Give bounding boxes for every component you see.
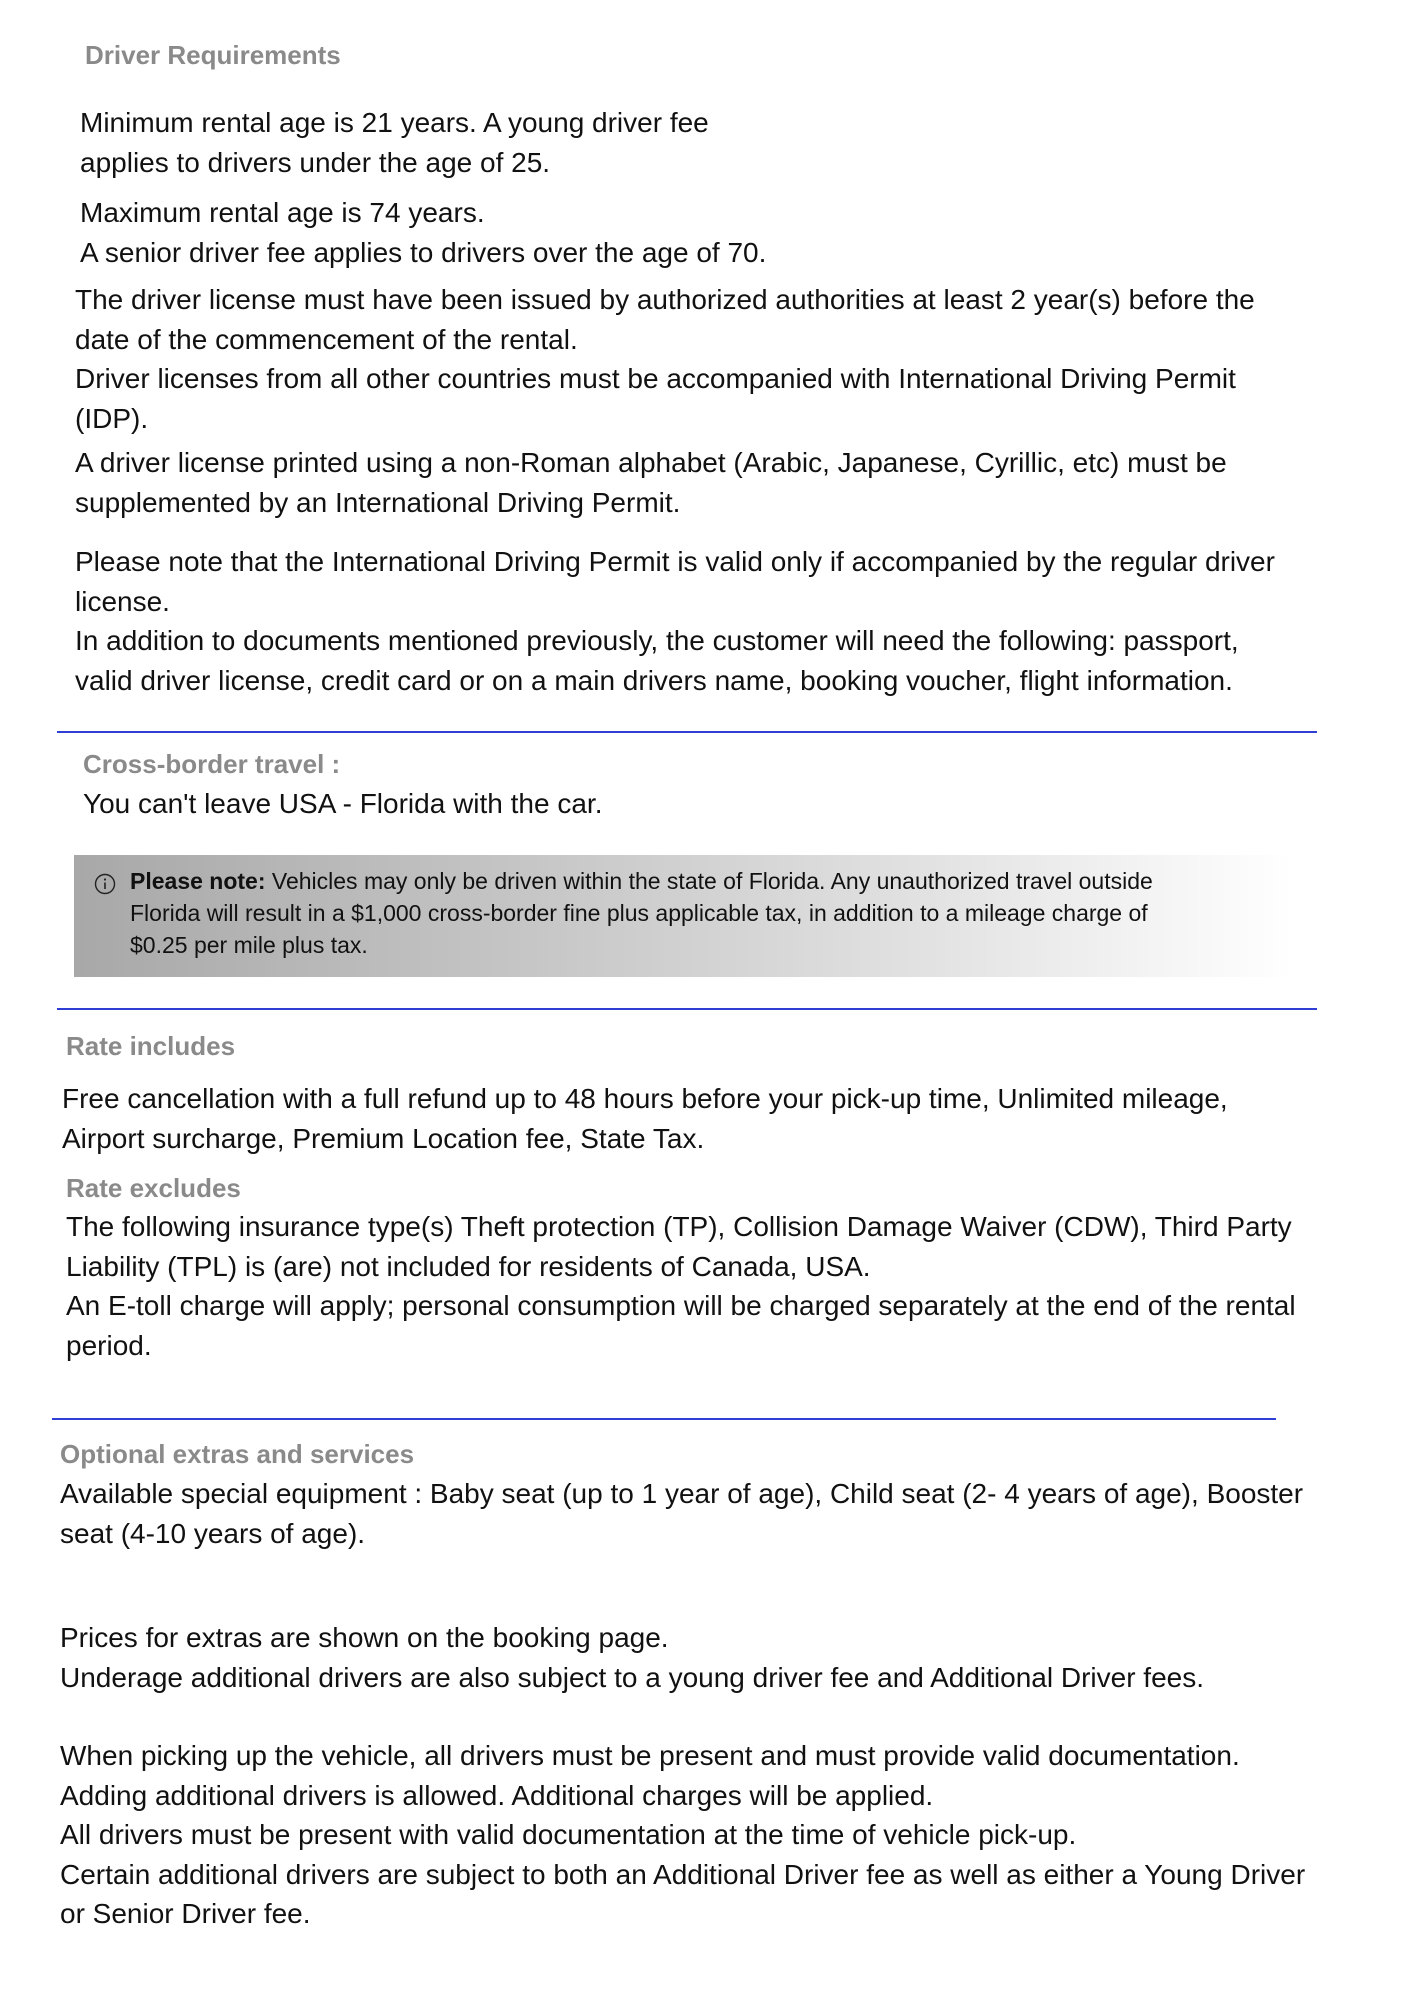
please-note-line-1 [130, 865, 1153, 897]
min-age-line-1: Minimum rental age is 21 years. A young driver fee [80, 107, 709, 138]
idp-valid-line-1: Please note that the International Driving Permit is valid only if accompanied by the regular driver [75, 546, 1275, 577]
license-issued-text [75, 280, 1255, 359]
rate-includes-line-1: Free cancellation with a full refund up to 48 hours before your pick-up time, Unlimited mileage, [62, 1083, 1228, 1114]
optional-extras-heading: Optional extras and services [60, 1439, 415, 1469]
rate-excludes-insurance-text [66, 1207, 1292, 1286]
documents-line-1: In addition to documents mentioned previously, the customer will need the following: passport, [75, 625, 1239, 656]
please-note-line-3: $0.25 per mile plus tax. [130, 932, 368, 958]
license-issued-line-1: The driver license must have been issued by authorized authorities at least 2 year(s) before the [75, 284, 1255, 315]
please-note-box [74, 855, 1294, 977]
non-roman-line-1: A driver license printed using a non-Roman alphabet (Arabic, Japanese, Cyrillic, etc) must be [75, 447, 1227, 478]
rate-includes-heading: Rate includes [66, 1031, 236, 1061]
max-age-line-1: Maximum rental age is 74 years. [80, 197, 485, 228]
non-roman-text [75, 443, 1227, 522]
idp-valid-text [75, 542, 1275, 621]
rate-excludes-insurance-line-2: Liability (TPL) is (are) not included for residents of Canada, USA. [66, 1250, 871, 1282]
rate-excludes-etoll-line-1: An E-toll charge will apply; personal consumption will be charged separately at the end of the rental [66, 1290, 1296, 1321]
rate-excludes-etoll-line-2: period. [66, 1329, 152, 1361]
additional-drivers-line-5: or Senior Driver fee. [60, 1898, 311, 1929]
special-equipment-line-1: Available special equipment : Baby seat (up to 1 year of age), Child seat (2- 4 years of age), Booster [60, 1478, 1304, 1509]
special-equipment-line-2: seat (4-10 years of age). [60, 1517, 366, 1549]
license-issued-line-2: date of the commencement of the rental. [75, 323, 578, 355]
rate-excludes-insurance-line-1: The following insurance type(s) Theft protection (TP), Collision Damage Waiver (CDW), Third Party [66, 1211, 1292, 1242]
rate-excludes-heading: Rate excludes [66, 1173, 241, 1203]
extras-prices-line-1: Prices for extras are shown on the booking page. [60, 1622, 669, 1653]
additional-drivers-line-4: Certain additional drivers are subject to both an Additional Driver fee as well as either a Young Driver [60, 1858, 1306, 1890]
max-age-text [80, 193, 766, 272]
idp-required-text [75, 359, 1236, 438]
rate-includes-text [62, 1079, 1228, 1158]
idp-required-line-1: Driver licenses from all other countries must be accompanied with International Driving Permit [75, 363, 1236, 394]
additional-drivers-text [60, 1736, 1305, 1934]
section-divider-3 [52, 1418, 1276, 1420]
additional-drivers-line-1: When picking up the vehicle, all drivers must be present and must provide valid documentation. [60, 1740, 1240, 1771]
driver-requirements-heading: Driver Requirements [85, 40, 341, 70]
documents-line-2: valid driver license, credit card or on a main drivers name, booking voucher, flight information. [75, 664, 1233, 696]
max-age-line-2: A senior driver fee applies to drivers over the age of 70. [80, 236, 767, 268]
cross-border-line: You can't leave USA - Florida with the car. [83, 788, 603, 819]
idp-valid-line-2: license. [75, 585, 170, 617]
please-note-line-1-text: Vehicles may only be driven within the state of Florida. Any unauthorized travel outside [271, 868, 1153, 894]
extras-prices-text [60, 1618, 1204, 1697]
cross-border-text [83, 784, 602, 824]
cross-border-heading: Cross-border travel : [83, 749, 341, 779]
additional-drivers-line-3: All drivers must be present with valid documentation at the time of vehicle pick-up. [60, 1819, 1077, 1850]
please-note-text [130, 865, 1153, 961]
please-note-line-2: Florida will result in a $1,000 cross-border fine plus applicable tax, in addition to a mileage charge of [130, 900, 1148, 926]
rate-excludes-etoll-text [66, 1286, 1296, 1365]
non-roman-line-2: supplemented by an International Driving Permit. [75, 486, 681, 518]
documents-text [75, 621, 1239, 700]
rate-includes-line-2: Airport surcharge, Premium Location fee, State Tax. [62, 1122, 705, 1154]
idp-required-line-2: (IDP). [75, 402, 149, 434]
please-note-label: Please note: [130, 868, 266, 894]
section-divider-2 [57, 1008, 1317, 1010]
min-age-text [80, 103, 709, 182]
additional-drivers-line-2: Adding additional drivers is allowed. Additional charges will be applied. [60, 1779, 934, 1811]
extras-prices-line-2: Underage additional drivers are also subject to a young driver fee and Additional Driver fees. [60, 1661, 1204, 1693]
special-equipment-text [60, 1474, 1303, 1553]
section-divider-1 [57, 731, 1317, 733]
info-icon [94, 873, 116, 895]
min-age-line-2: applies to drivers under the age of 25. [80, 146, 551, 178]
